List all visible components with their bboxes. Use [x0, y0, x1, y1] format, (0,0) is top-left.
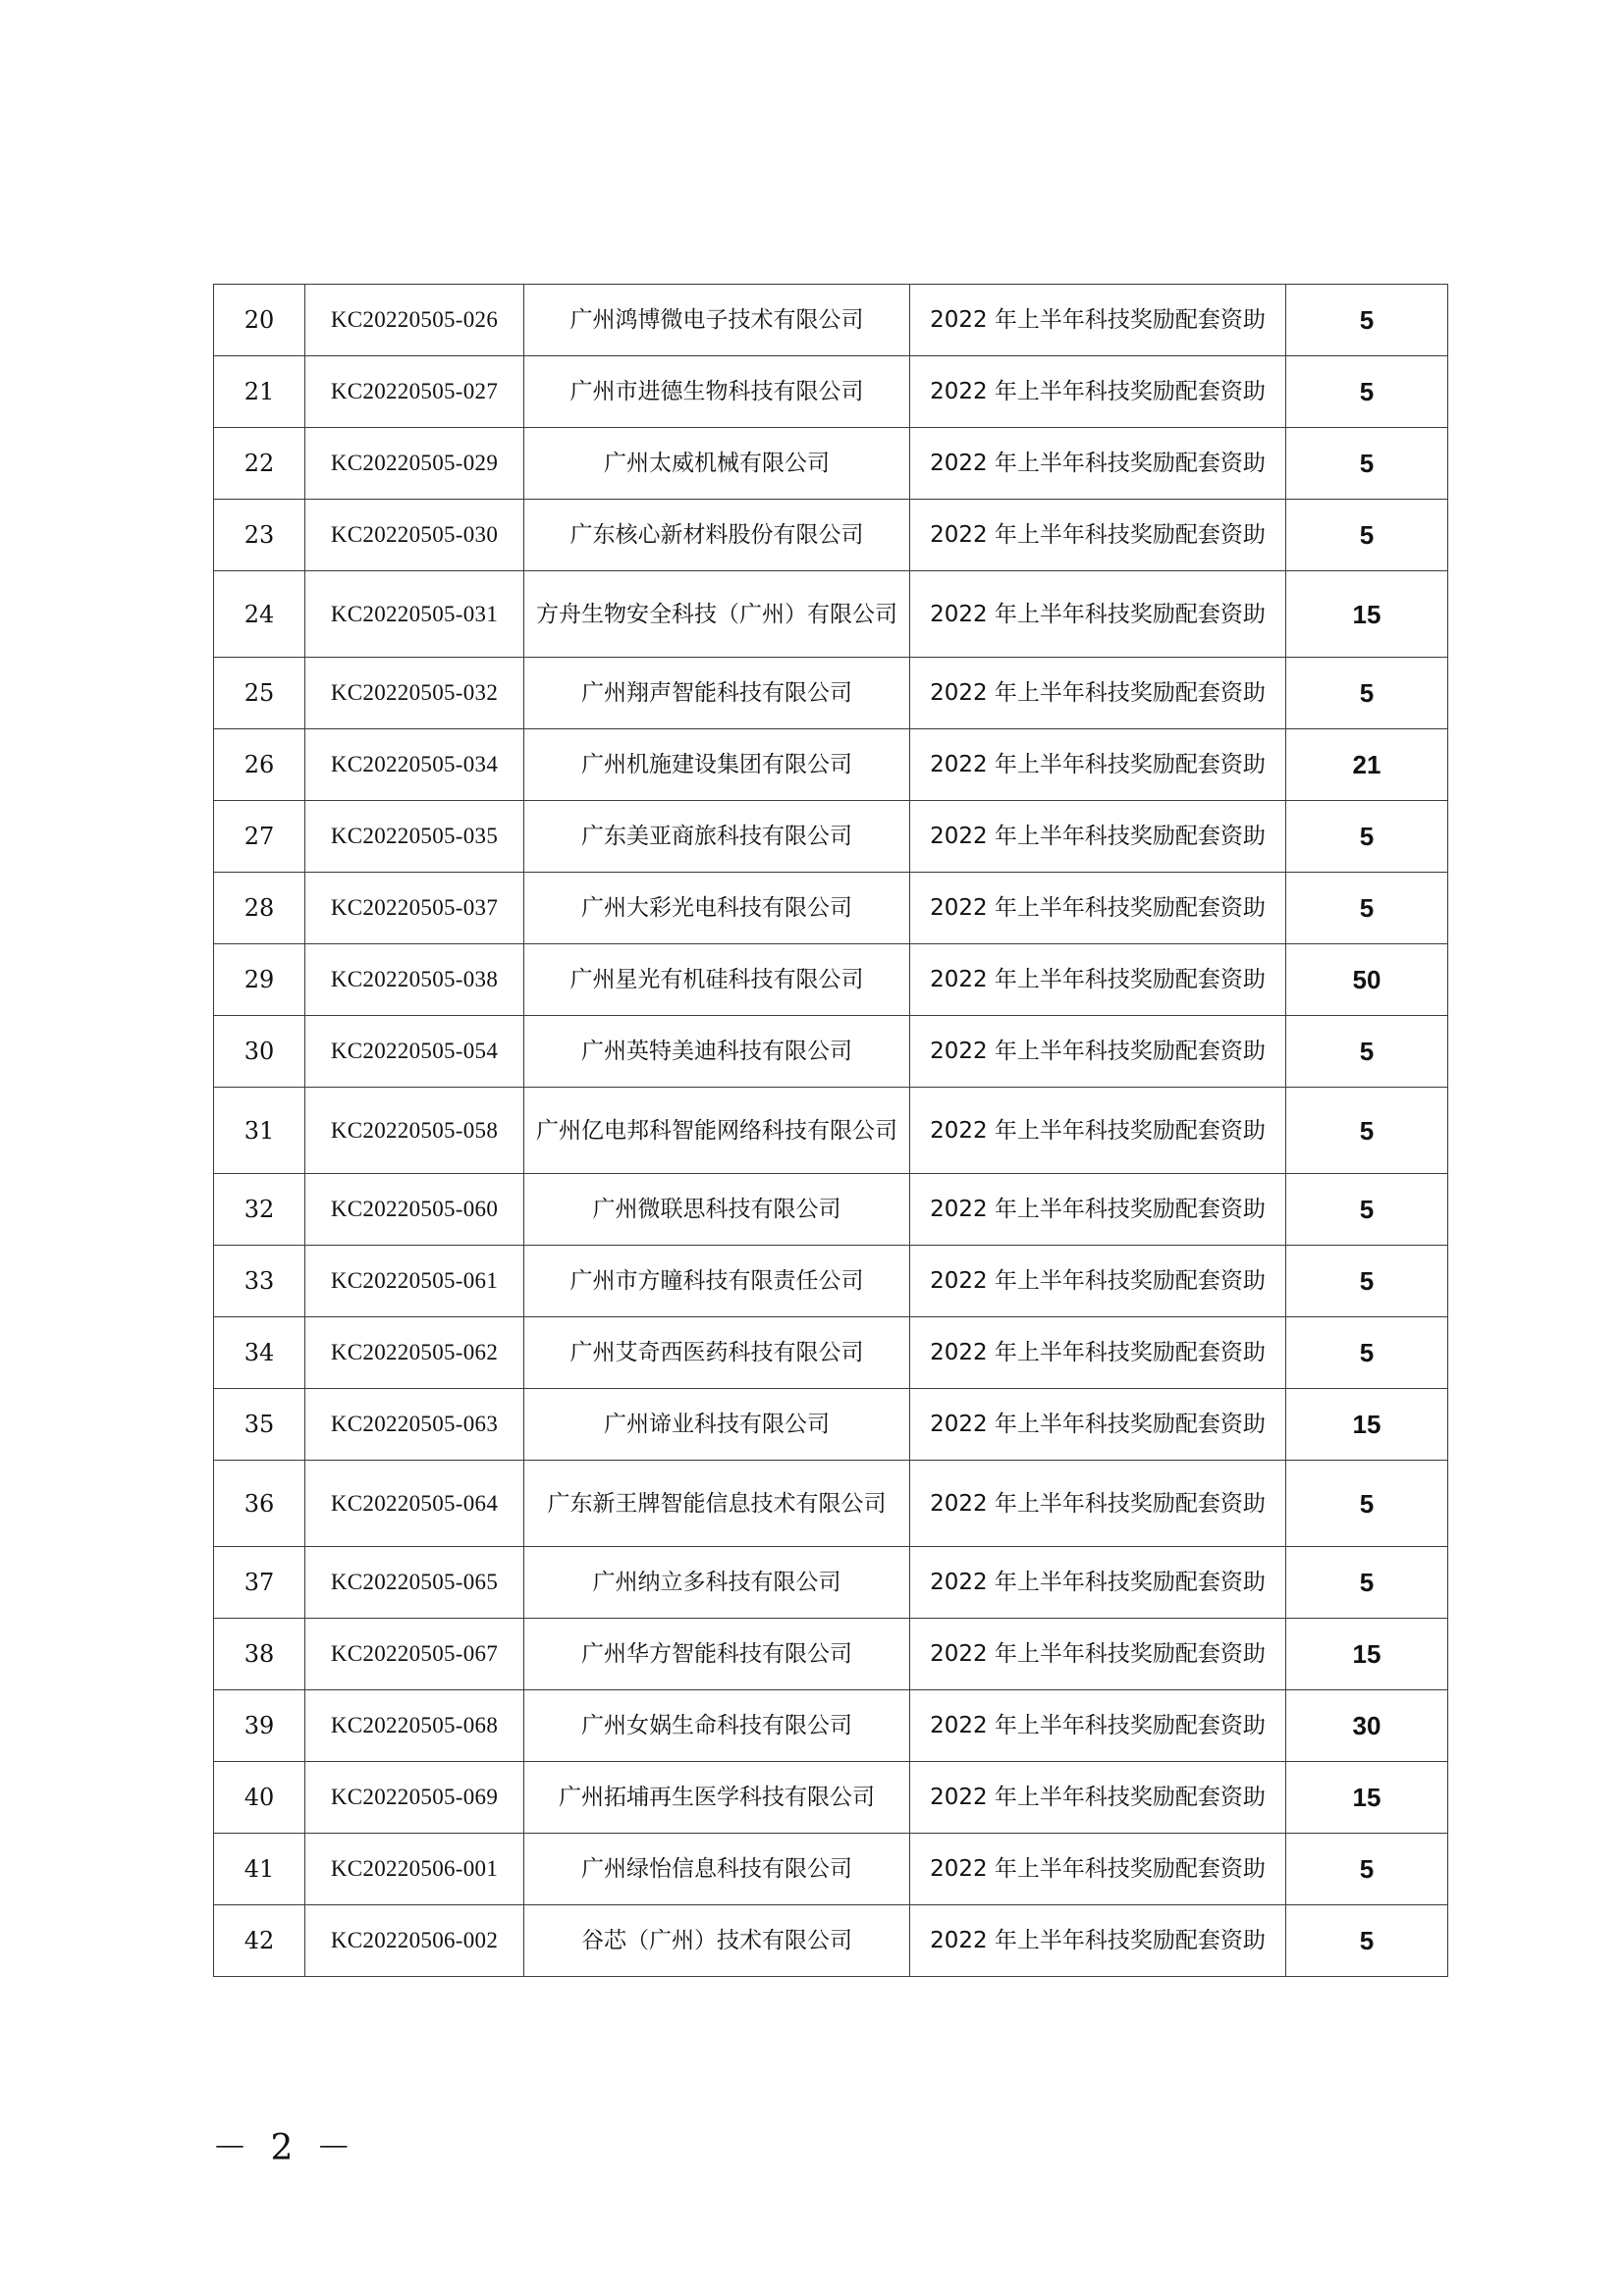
row-index-cell: 39	[214, 1690, 305, 1762]
funding-type-cell: 2022 年上半年科技奖励配套资助	[910, 801, 1286, 873]
table-row	[214, 1461, 1448, 1547]
funding-type-cell: 2022 年上半年科技奖励配套资助	[910, 729, 1286, 801]
table-row	[214, 1389, 1448, 1461]
table-row	[214, 1174, 1448, 1246]
row-index-cell: 38	[214, 1619, 305, 1690]
table-row	[214, 1834, 1448, 1905]
project-code-cell: KC20220505-027	[305, 356, 524, 428]
amount-cell: 5	[1286, 428, 1448, 500]
row-index-cell: 29	[214, 944, 305, 1016]
project-code-cell: KC20220506-002	[305, 1905, 524, 1977]
amount-cell: 15	[1286, 571, 1448, 658]
company-name-cell: 广州华方智能科技有限公司	[524, 1619, 910, 1690]
project-code-cell: KC20220505-062	[305, 1317, 524, 1389]
funding-table	[213, 284, 1448, 1977]
company-name-cell: 广东新王牌智能信息技术有限公司	[524, 1461, 910, 1547]
row-index-cell: 35	[214, 1389, 305, 1461]
funding-type-cell: 2022 年上半年科技奖励配套资助	[910, 1246, 1286, 1317]
row-index-cell: 37	[214, 1547, 305, 1619]
row-index-cell: 23	[214, 500, 305, 571]
page-number: － 2 －	[212, 2128, 357, 2168]
row-index-cell: 24	[214, 571, 305, 658]
company-name-cell: 广州市进德生物科技有限公司	[524, 356, 910, 428]
row-index-cell: 26	[214, 729, 305, 801]
amount-cell: 5	[1286, 356, 1448, 428]
company-name-cell: 广州谛业科技有限公司	[524, 1389, 910, 1461]
table-row	[214, 428, 1448, 500]
amount-cell: 5	[1286, 1317, 1448, 1389]
company-name-cell: 广州机施建设集团有限公司	[524, 729, 910, 801]
row-index-cell: 34	[214, 1317, 305, 1389]
table-row	[214, 729, 1448, 801]
table-body	[214, 285, 1448, 1977]
company-name-cell: 谷芯（广州）技术有限公司	[524, 1905, 910, 1977]
amount-cell: 15	[1286, 1762, 1448, 1834]
amount-cell: 15	[1286, 1389, 1448, 1461]
funding-type-cell: 2022 年上半年科技奖励配套资助	[910, 658, 1286, 729]
company-name-cell: 广州英特美迪科技有限公司	[524, 1016, 910, 1088]
row-index-cell: 28	[214, 873, 305, 944]
row-index-cell: 22	[214, 428, 305, 500]
funding-type-cell: 2022 年上半年科技奖励配套资助	[910, 500, 1286, 571]
funding-type-cell: 2022 年上半年科技奖励配套资助	[910, 873, 1286, 944]
funding-type-cell: 2022 年上半年科技奖励配套资助	[910, 285, 1286, 356]
project-code-cell: KC20220505-067	[305, 1619, 524, 1690]
amount-cell: 5	[1286, 1834, 1448, 1905]
project-code-cell: KC20220505-034	[305, 729, 524, 801]
table-row	[214, 658, 1448, 729]
funding-type-cell: 2022 年上半年科技奖励配套资助	[910, 1834, 1286, 1905]
row-index-cell: 25	[214, 658, 305, 729]
funding-type-cell: 2022 年上半年科技奖励配套资助	[910, 571, 1286, 658]
project-code-cell: KC20220506-001	[305, 1834, 524, 1905]
funding-type-cell: 2022 年上半年科技奖励配套资助	[910, 1547, 1286, 1619]
table-row	[214, 500, 1448, 571]
table-row	[214, 1762, 1448, 1834]
company-name-cell: 广州市方瞳科技有限责任公司	[524, 1246, 910, 1317]
table-row	[214, 1619, 1448, 1690]
company-name-cell: 广州女娲生命科技有限公司	[524, 1690, 910, 1762]
amount-cell: 15	[1286, 1619, 1448, 1690]
project-code-cell: KC20220505-035	[305, 801, 524, 873]
company-name-cell: 广州星光有机硅科技有限公司	[524, 944, 910, 1016]
company-name-cell: 广州艾奇西医药科技有限公司	[524, 1317, 910, 1389]
funding-type-cell: 2022 年上半年科技奖励配套资助	[910, 1905, 1286, 1977]
project-code-cell: KC20220505-058	[305, 1088, 524, 1174]
company-name-cell: 广州微联思科技有限公司	[524, 1174, 910, 1246]
company-name-cell: 广州亿电邦科智能网络科技有限公司	[524, 1088, 910, 1174]
amount-cell: 30	[1286, 1690, 1448, 1762]
table-row	[214, 356, 1448, 428]
table-row	[214, 873, 1448, 944]
project-code-cell: KC20220505-030	[305, 500, 524, 571]
row-index-cell: 31	[214, 1088, 305, 1174]
amount-cell: 5	[1286, 1246, 1448, 1317]
company-name-cell: 广州大彩光电科技有限公司	[524, 873, 910, 944]
row-index-cell: 42	[214, 1905, 305, 1977]
company-name-cell: 广州纳立多科技有限公司	[524, 1547, 910, 1619]
amount-cell: 5	[1286, 1016, 1448, 1088]
row-index-cell: 41	[214, 1834, 305, 1905]
funding-type-cell: 2022 年上半年科技奖励配套资助	[910, 1619, 1286, 1690]
amount-cell: 5	[1286, 658, 1448, 729]
amount-cell: 5	[1286, 285, 1448, 356]
table-row	[214, 1246, 1448, 1317]
project-code-cell: KC20220505-054	[305, 1016, 524, 1088]
funding-type-cell: 2022 年上半年科技奖励配套资助	[910, 428, 1286, 500]
company-name-cell: 广东美亚商旅科技有限公司	[524, 801, 910, 873]
company-name-cell: 广州绿怡信息科技有限公司	[524, 1834, 910, 1905]
amount-cell: 5	[1286, 1905, 1448, 1977]
company-name-cell: 广州鸿博微电子技术有限公司	[524, 285, 910, 356]
funding-type-cell: 2022 年上半年科技奖励配套资助	[910, 356, 1286, 428]
project-code-cell: KC20220505-038	[305, 944, 524, 1016]
project-code-cell: KC20220505-026	[305, 285, 524, 356]
funding-type-cell: 2022 年上半年科技奖励配套资助	[910, 1461, 1286, 1547]
company-name-cell: 广州翔声智能科技有限公司	[524, 658, 910, 729]
amount-cell: 5	[1286, 1461, 1448, 1547]
row-index-cell: 33	[214, 1246, 305, 1317]
row-index-cell: 32	[214, 1174, 305, 1246]
table-row	[214, 1088, 1448, 1174]
table-row	[214, 801, 1448, 873]
row-index-cell: 40	[214, 1762, 305, 1834]
row-index-cell: 30	[214, 1016, 305, 1088]
amount-cell: 5	[1286, 1547, 1448, 1619]
project-code-cell: KC20220505-063	[305, 1389, 524, 1461]
company-name-cell: 广东核心新材料股份有限公司	[524, 500, 910, 571]
amount-cell: 5	[1286, 1174, 1448, 1246]
project-code-cell: KC20220505-065	[305, 1547, 524, 1619]
amount-cell: 5	[1286, 873, 1448, 944]
funding-type-cell: 2022 年上半年科技奖励配套资助	[910, 1016, 1286, 1088]
project-code-cell: KC20220505-029	[305, 428, 524, 500]
project-code-cell: KC20220505-068	[305, 1690, 524, 1762]
project-code-cell: KC20220505-037	[305, 873, 524, 944]
table-row	[214, 1690, 1448, 1762]
project-code-cell: KC20220505-060	[305, 1174, 524, 1246]
project-code-cell: KC20220505-064	[305, 1461, 524, 1547]
row-index-cell: 21	[214, 356, 305, 428]
table-row	[214, 285, 1448, 356]
row-index-cell: 27	[214, 801, 305, 873]
table-row	[214, 1317, 1448, 1389]
funding-type-cell: 2022 年上半年科技奖励配套资助	[910, 1690, 1286, 1762]
funding-type-cell: 2022 年上半年科技奖励配套资助	[910, 1088, 1286, 1174]
project-code-cell: KC20220505-061	[305, 1246, 524, 1317]
project-code-cell: KC20220505-031	[305, 571, 524, 658]
funding-type-cell: 2022 年上半年科技奖励配套资助	[910, 1389, 1286, 1461]
funding-type-cell: 2022 年上半年科技奖励配套资助	[910, 1317, 1286, 1389]
amount-cell: 5	[1286, 1088, 1448, 1174]
company-name-cell: 广州太威机械有限公司	[524, 428, 910, 500]
table-row	[214, 571, 1448, 658]
amount-cell: 5	[1286, 500, 1448, 571]
table-row	[214, 1547, 1448, 1619]
amount-cell: 21	[1286, 729, 1448, 801]
funding-type-cell: 2022 年上半年科技奖励配套资助	[910, 944, 1286, 1016]
table-row	[214, 944, 1448, 1016]
company-name-cell: 方舟生物安全科技（广州）有限公司	[524, 571, 910, 658]
project-code-cell: KC20220505-032	[305, 658, 524, 729]
project-code-cell: KC20220505-069	[305, 1762, 524, 1834]
row-index-cell: 20	[214, 285, 305, 356]
funding-type-cell: 2022 年上半年科技奖励配套资助	[910, 1762, 1286, 1834]
table-row	[214, 1905, 1448, 1977]
table-row	[214, 1016, 1448, 1088]
company-name-cell: 广州拓埔再生医学科技有限公司	[524, 1762, 910, 1834]
funding-type-cell: 2022 年上半年科技奖励配套资助	[910, 1174, 1286, 1246]
amount-cell: 50	[1286, 944, 1448, 1016]
row-index-cell: 36	[214, 1461, 305, 1547]
amount-cell: 5	[1286, 801, 1448, 873]
